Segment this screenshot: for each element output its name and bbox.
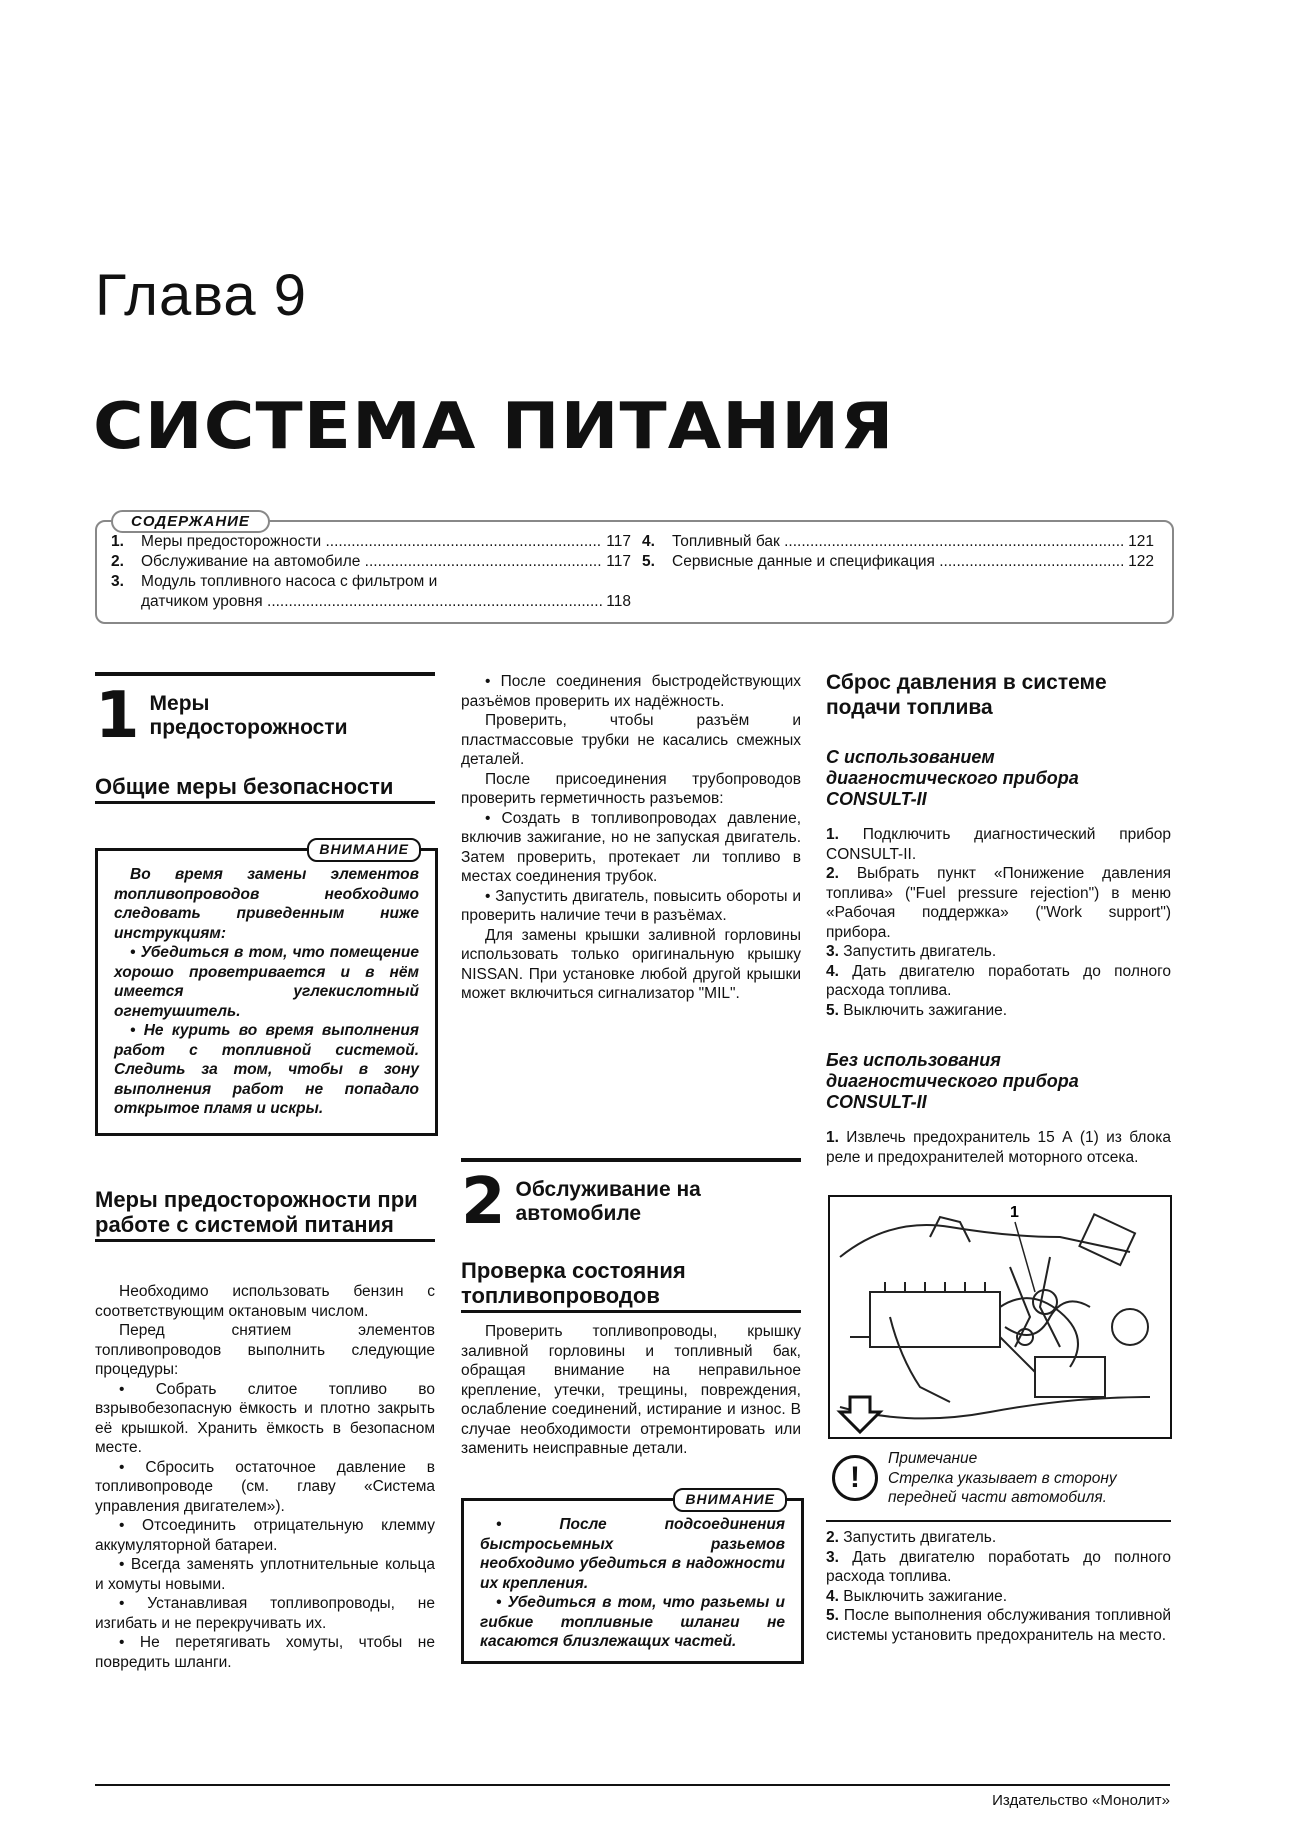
- front-direction-arrow-icon: [840, 1397, 880, 1432]
- numbered-list: [826, 825, 1171, 1020]
- note: [888, 1449, 1171, 1508]
- toc-label: СОДЕРЖАНИЕ: [111, 510, 270, 533]
- page-title: СИСТЕМА ПИТАНИЯ: [93, 390, 895, 464]
- toc-item[interactable]: 5. Сервисные данные и спецификация ..... 122: [642, 552, 1154, 572]
- toc-left-column: [111, 532, 631, 612]
- list-item: 5. Выключить зажигание.: [826, 1001, 1008, 1019]
- warning-label: ВНИМАНИЕ: [673, 1488, 787, 1512]
- footer-divider: [95, 1784, 1170, 1786]
- list-item: 3. Дать двигателю поработать до полного расхода топлива.: [826, 1548, 1171, 1585]
- warning-box: [461, 1491, 804, 1664]
- battery-shape: [870, 1292, 1000, 1347]
- toc-item[interactable]: 4. Топливный бак ..... 121: [642, 532, 1154, 552]
- list-item: 2. Выбрать пункт «Понижение давления топлива» ("Fuel pressure rejection") в меню «Рабочая поддержка» ("Work support") прибора.: [826, 865, 1171, 941]
- chapter-label: Глава 9: [95, 263, 308, 328]
- warning-box: [95, 841, 438, 1136]
- svg-text:1: 1: [1010, 1204, 1019, 1221]
- body-text: Необходимо использовать бензин с соответствующим октановым числом. Перед снятием элементов топливопроводов выполнить следующие процедуры: • Собрать слитое топливо во взрывобезопасную ёмкость и плотно закрыть её крышкой. Хранить ёмкость в безопасном месте. • Сбросить остаточное давление в топливопроводе (см. главу «Система управления двигателем»). • Отсоединить отрицательную клемму аккумуляторной батареи. • Всегда заменять уплотнительные кольца и хомуты новыми. • Устанавливая топливопроводы, не изгибать и не перекручивать их. • Не перетягивать хомуты, чтобы не повредить шланги.: [95, 1283, 435, 1671]
- numbered-list: [826, 1128, 1171, 1167]
- engine-diagram: [830, 1197, 1170, 1437]
- toc-item[interactable]: 3. Модуль топливного насоса с фильтром и: [111, 573, 438, 590]
- warning-text: Во время замены элементов топливопроводов необходимо следовать приведенным ниже инструкциям:: [114, 866, 419, 942]
- subsection-heading: Меры предосторожности при работе с системой питания: [95, 1187, 435, 1242]
- section-1-header: [95, 672, 435, 753]
- warning-text: • Не курить во время выполнения работ с топливной системой. Следить за том, чтобы в зону выполнения работ не попадало открытое пламя и искры.: [114, 1022, 419, 1117]
- body-text: • После соединения быстродействующих разъёмов проверить их надёжность. Проверить, чтобы разъём и пластмассовые трубки не касались смежных деталей. После присоединения трубопроводов проверить герметичность разъемов: • Создать в топливопроводах давление, включив зажигание, но не запуская двигатель. Затем проверить, протекает ли топливо в местах соединения трубок. • Запустить двигатель, повысить обороты и проверить наличие течи в разъёмах. Для замены крышки заливной горловины использовать только оригинальную крышку NISSAN. При установке любой другой крышки может включиться сигнализатор "MIL".: [461, 673, 801, 1002]
- subsection-heading: Без использования диагностического прибора CONSULT-II: [826, 1050, 1079, 1112]
- note-text: Стрелка указывает в сторону передней части автомобиля.: [888, 1469, 1117, 1506]
- publisher-footer: Издательство «Монолит»: [992, 1792, 1170, 1809]
- list-item: 4. Дать двигателю поработать до полного расхода топлива.: [826, 962, 1171, 999]
- toc-item[interactable]: 1. Меры предосторожности ..... 117: [111, 532, 631, 552]
- engine-bay-illustration: [828, 1195, 1172, 1439]
- warning-text: • После подсоединения быстросьемных разьемов необходимо убедиться в надожности их крепления.: [480, 1516, 785, 1592]
- subsection-heading: Проверка состояния топливопроводов: [461, 1258, 801, 1313]
- toc-right-column: [642, 532, 1154, 572]
- fuse-box-shape: [1035, 1357, 1105, 1397]
- body-text: Проверить топливопроводы, крышку заливной горловины и топливный бак, обращая внимание на неправильное крепление, утечки, трещины, повреждения, ослабление соединений, истирание и износ. В случае необходимости отремонтировать или заменить неисправные детали.: [461, 1323, 801, 1457]
- section-number: 2: [461, 1165, 506, 1239]
- divider: [826, 1520, 1171, 1522]
- numbered-list: [826, 1528, 1171, 1645]
- toc-item[interactable]: 2. Обслуживание на автомобиле ..... 117: [111, 552, 631, 572]
- list-item: 3. Запустить двигатель.: [826, 943, 997, 960]
- table-of-contents: [95, 513, 1174, 624]
- subsection-heading: С использованием диагностического прибора CONSULT-II: [826, 747, 1079, 809]
- subsection-heading: Общие меры безопасности: [95, 774, 435, 804]
- list-item: 1. Подключить диагностический прибор CONSULT-II.: [826, 826, 1171, 863]
- section-title: Меры предосторожности: [149, 692, 348, 739]
- list-item: 5. После выполнения обслуживания топливной системы установить предохранитель на место.: [826, 1607, 1171, 1644]
- section-heading: Сброс давления в системе подачи топлива: [826, 671, 1107, 719]
- warning-label: ВНИМАНИЕ: [307, 838, 421, 862]
- warning-text: • Убедиться в том, что помещение хорошо проветривается и в нём имеется углекислотный огнетушитель.: [114, 944, 419, 1020]
- list-item: 1. Извлечь предохранитель 15 А (1) из блока реле и предохранителей моторного отсека.: [826, 1129, 1171, 1166]
- warning-text: • Убедиться в том, что разьемы и гибкие топливные шланги не касаются близлежащих частей.: [480, 1594, 785, 1650]
- note-title: Примечание: [888, 1450, 978, 1467]
- section-title: Обслуживание на автомобиле: [515, 1178, 701, 1225]
- exclamation-icon: !: [832, 1455, 878, 1501]
- toc-item[interactable]: датчиком уровня ..... 118: [111, 592, 631, 612]
- section-number: 1: [95, 679, 140, 753]
- section-2-header: [461, 1158, 801, 1239]
- list-item: 4. Выключить зажигание.: [826, 1587, 1008, 1605]
- list-item: 2. Запустить двигатель.: [826, 1529, 997, 1546]
